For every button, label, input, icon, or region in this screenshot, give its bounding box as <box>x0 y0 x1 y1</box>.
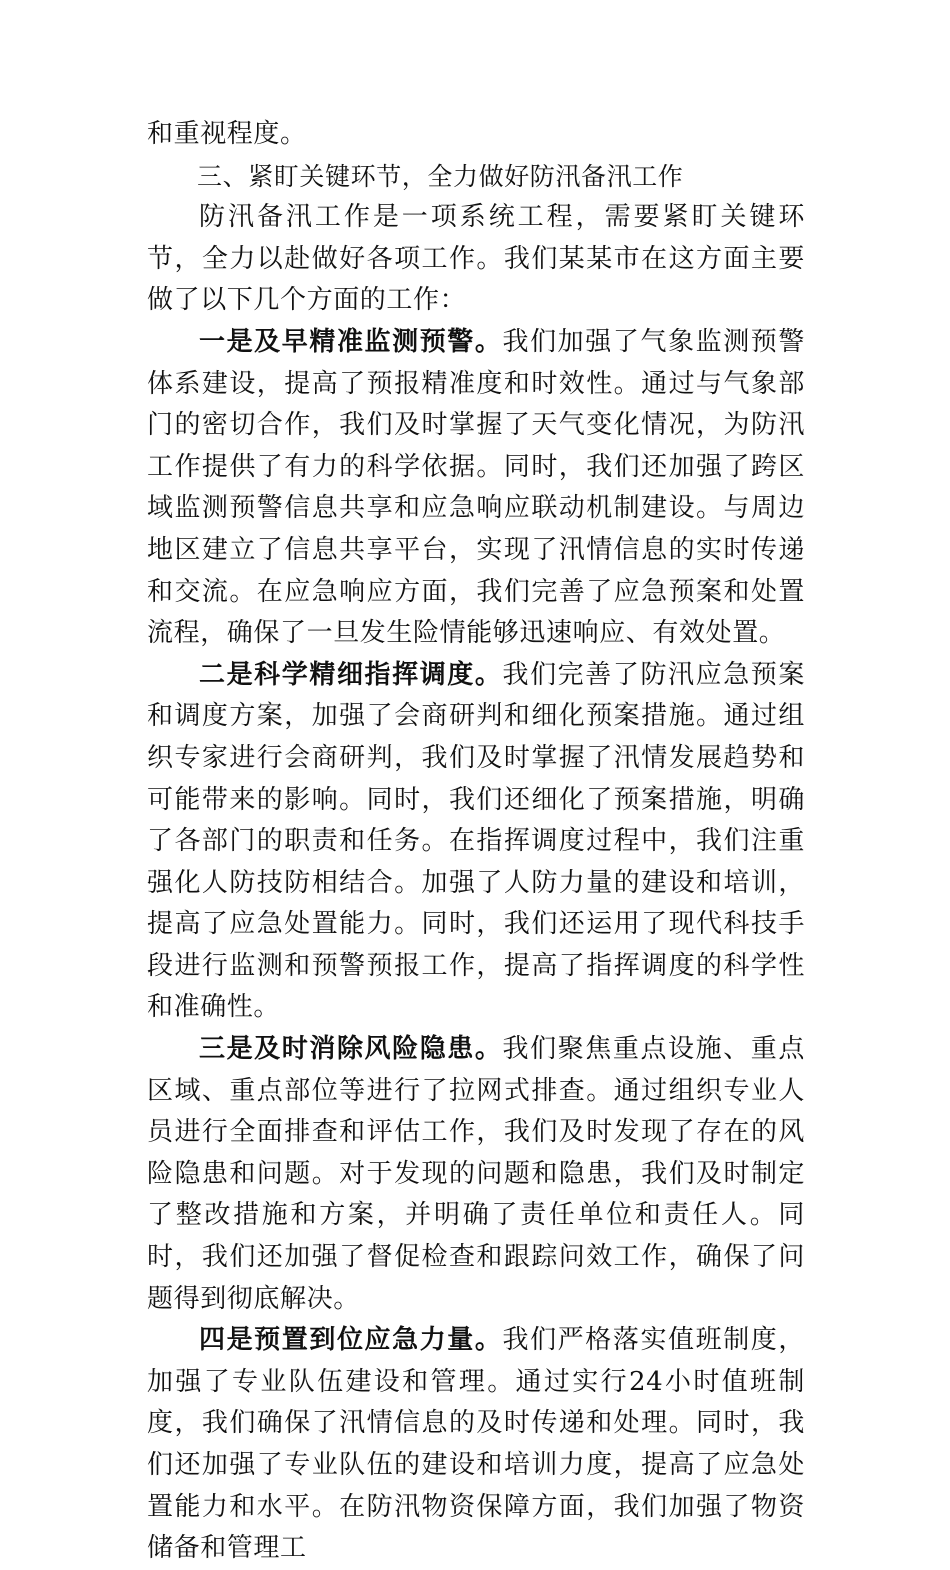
intro-paragraph: 防汛备汛工作是一项系统工程，需要紧盯关键环节，全力以赴做好各项工作。我们某某市在这方面主要做了以下几个方面的工作： <box>147 202 805 316</box>
item-paragraph-1 <box>147 322 805 655</box>
item-body-1: 我们加强了气象监测预警体系建设，提高了预报精准度和时效性。通过与气象部门的密切合作，我们及时掌握了天气变化情况，为防汛工作提供了有力的科学依据。同时，我们还加强了跨区域监测预警信息共享和应急响应联动机制建设。与周边地区建立了信息共享平台，实现了汛情信息的实时传递和交流。在应急响应方面，我们完善了应急预案和处置流程，确保了一旦发生险情能够迅速响应、有效处置。 <box>147 326 805 649</box>
item-lead-2: 二是科学精细指挥调度。 <box>199 659 503 690</box>
item-lead-3: 三是及时消除风险隐患。 <box>199 1034 503 1065</box>
item-body-2: 我们完善了防汛应急预案和调度方案，加强了会商研判和细化预案措施。通过组织专家进行会商研判，我们及时掌握了汛情发展趋势和可能带来的影响。同时，我们还细化了预案措施，明确了各部门的职责和任务。在指挥调度过程中，我们注重强化人防技防相结合。加强了人防力量的建设和培训，提高了应急处置能力。同时，我们还运用了现代科技手段进行监测和预警预报工作，提高了指挥调度的科学性和准确性。 <box>147 659 805 1023</box>
section-heading: 三、紧盯关键环节，全力做好防汛备汛工作 <box>197 161 684 191</box>
item-body-4: 我们严格落实值班制度，加强了专业队伍建设和管理。通过实行24小时值班制度，我们确保了汛情信息的及时传递和处理。同时，我们还加强了专业队伍的建设和培训力度，提高了应急处置能力和水平。在防汛物资保障方面，我们加强了物资储备和管理工 <box>147 1325 805 1564</box>
document-body <box>147 114 805 1570</box>
item-paragraph-4 <box>147 1320 805 1570</box>
continuation-paragraph: 和重视程度。 <box>147 119 307 149</box>
item-lead-1: 一是及早精准监测预警。 <box>199 326 503 357</box>
item-paragraph-2 <box>147 655 805 1029</box>
item-lead-4: 四是预置到位应急力量。 <box>199 1325 503 1356</box>
item-paragraph-3 <box>147 1029 805 1320</box>
item-body-3: 我们聚焦重点设施、重点区域、重点部位等进行了拉网式排查。通过组织专业人员进行全面排查和评估工作，我们及时发现了存在的风险隐患和问题。对于发现的问题和隐患，我们及时制定了整改措施和方案，并明确了责任单位和责任人。同时，我们还加强了督促检查和跟踪问效工作，确保了问题得到彻底解决。 <box>147 1034 805 1314</box>
